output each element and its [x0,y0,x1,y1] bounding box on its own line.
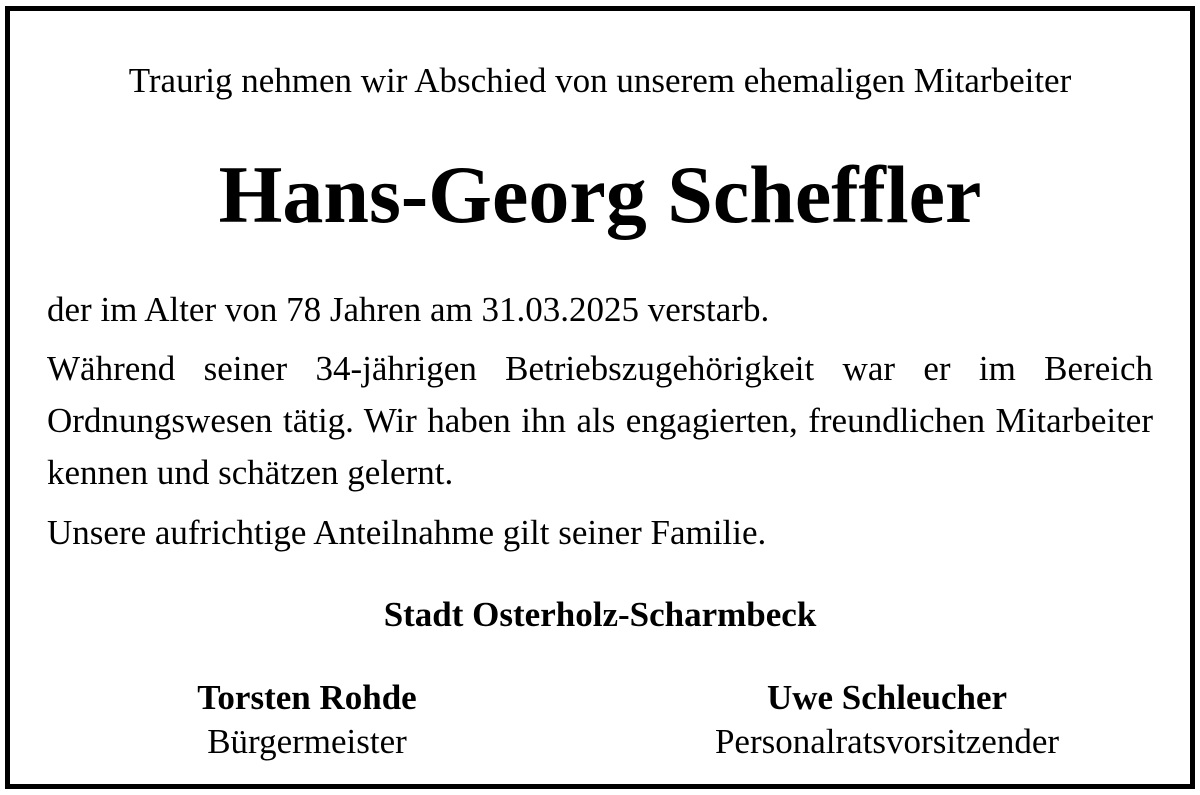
organization-name: Stadt Osterholz-Scharmbeck [383,595,817,634]
signatory-left [77,676,537,764]
deceased-name: Hans-Georg Scheffler [218,149,982,240]
signatory-role: Bürgermeister [207,722,407,761]
obituary-notice [5,6,1195,789]
career-paragraph: Während seiner 34-jährigen Betriebszugehörigkeit war er im Bereich Ordnungswesen tätig. Wir haben ihn als engagierten, freundlichen Mitarbeiter kennen und schätzen gelernt. [47,349,1153,492]
signatory-right [657,676,1117,764]
signatory-name: Torsten Rohde [197,678,417,717]
intro-text: Traurig nehmen wir Abschied von unserem ehemaligen Mitarbeiter [128,61,1072,100]
notice-content [47,11,1153,784]
signatory-name: Uwe Schleucher [766,678,1008,717]
death-info-paragraph: der im Alter von 78 Jahren am 31.03.2025 verstarb. [47,290,770,329]
condolence-paragraph: Unsere aufrichtige Anteilnahme gilt seiner Familie. [47,513,767,552]
signatory-role: Personalratsvorsitzender [714,722,1060,761]
